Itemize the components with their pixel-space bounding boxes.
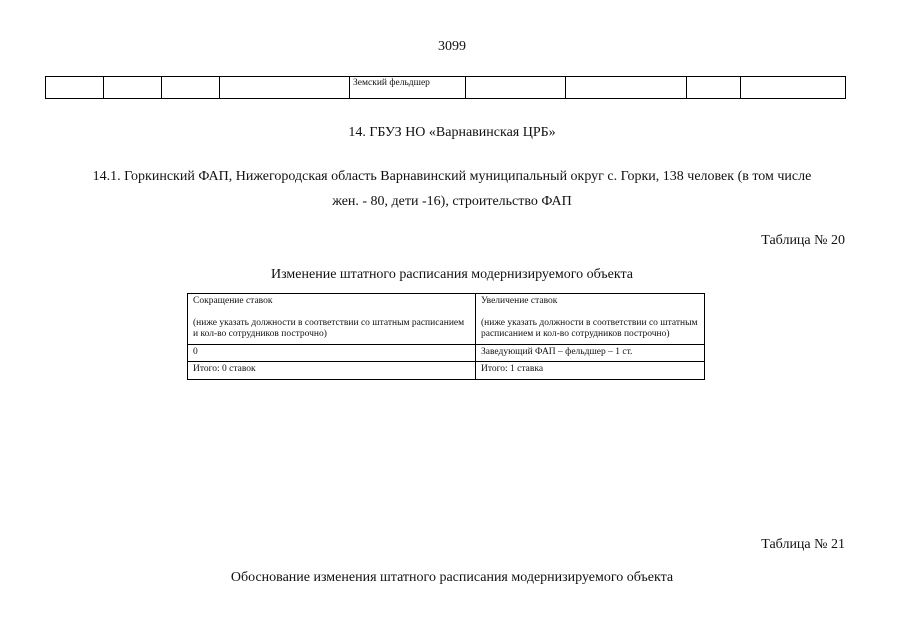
staffing-change-table — [187, 293, 705, 380]
table-20-label: Таблица № 20 — [761, 233, 845, 248]
table-21-label: Таблица № 21 — [761, 537, 845, 552]
table-cell — [466, 77, 566, 99]
subsection-line-1: 14.1. Горкинский ФАП, Нижегородская область Варнавинский муниципальный округ с. Горки, 138 человек (в том числе — [92, 169, 812, 184]
continuation-table — [45, 76, 846, 99]
increase-cell: Заведующий ФАП – фельдшер – 1 ст. — [476, 344, 705, 362]
reduction-header-cell — [188, 294, 476, 345]
table-cell — [46, 77, 104, 99]
reduction-header-note: (ниже указать должности в соответствии со штатным расписанием и кол-во сотрудников построчно) — [193, 317, 465, 339]
table-cell — [741, 77, 846, 99]
increase-header-title: Увеличение ставок — [481, 296, 558, 306]
increase-header-note: (ниже указать должности в соответствии со штатным расписанием и кол-во сотрудников построчно) — [481, 317, 698, 339]
table-cell — [162, 77, 220, 99]
subsection-line-2: жен. - 80, дети -16), строительство ФАП — [332, 194, 572, 209]
table-21-title: Обоснование изменения штатного расписания модернизируемого объекта — [230, 570, 674, 585]
table-cell — [687, 77, 741, 99]
table-cell — [566, 77, 687, 99]
table-total-row — [188, 362, 705, 380]
table-cell — [220, 77, 350, 99]
increase-total-cell: Итого: 1 ставка — [476, 362, 705, 380]
reduction-cell: 0 — [188, 344, 476, 362]
table-cell — [104, 77, 162, 99]
page-number: 3099 — [438, 39, 466, 54]
increase-header-cell — [476, 294, 705, 345]
subsection-heading — [40, 164, 864, 214]
table-20-title: Изменение штатного расписания модернизируемого объекта — [270, 267, 634, 282]
section-heading: 14. ГБУЗ НО «Варнавинская ЦРБ» — [348, 125, 556, 140]
table-row — [188, 344, 705, 362]
reduction-header-title: Сокращение ставок — [193, 296, 273, 306]
table-cell: Земский фельдшер — [350, 77, 466, 99]
table-row — [46, 77, 846, 99]
reduction-total-cell: Итого: 0 ставок — [188, 362, 476, 380]
table-header-row — [188, 294, 705, 345]
